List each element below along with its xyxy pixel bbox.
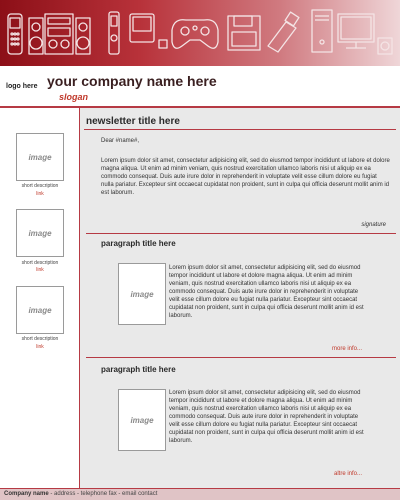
sidebar-link[interactable]: link [36, 344, 44, 350]
newsletter-body: Lorem ipsum dolor sit amet, consectetur adipisicing elit, sed do eiusmod tempor incididunt ut labore et dolore magna aliqua. Ut enim ad minim veniam, quis nostrud exercitation ullamco laboris nisi ut aliquip ex ea commodo consequat. Duis aute irure dolor in reprehenderit in voluptate velit esse cillum dolore eu fugiat nulla pariatur. Excepteur sint occaecat cupidatat non proident, sunt in culpa qui officia deserunt mollit anim id est laborum. [101, 158, 390, 196]
greeting: Dear #name#, [101, 138, 140, 144]
footer-contact-details: - address - telephone fax - email contact [48, 491, 158, 497]
sidebar [0, 108, 80, 488]
more-info-link[interactable]: altre info... [333, 471, 362, 477]
computer-tower-icon [312, 10, 332, 52]
sidebar-link[interactable]: link [36, 267, 44, 273]
mp3-player-icon [109, 12, 119, 54]
divider [86, 233, 396, 234]
more-info-link[interactable]: more info... [331, 346, 362, 352]
paragraph-text: Lorem ipsum dolor sit amet, consectetur adipisicing elit, sed do eiusmod tempor incididunt ut labore et dolore magna aliqua. Ut enim ad minim veniam, quis nostrud exercitation ullamco laboris nisi ut aliquip ex ea commodo consequat. Duis aute irure dolor in reprehenderit in voluptate velit esse cillum dolore eu fugiat nulla pariatur. Excepteur sint occaecat cupidatat non proident, sunt in culpa qui officia deserunt mollit anim id est laborum. [169, 265, 364, 319]
sidebar-description: short description [21, 260, 59, 266]
sidebar-link[interactable]: link [36, 191, 44, 197]
logo-row [0, 66, 400, 108]
company-name: your company name here [47, 73, 217, 89]
header-banner [0, 0, 400, 66]
slogan: slogan [59, 92, 89, 102]
divider [86, 357, 396, 358]
paragraph-title: paragraph title here [101, 365, 176, 374]
speaker-icon [378, 38, 392, 54]
footer [0, 488, 400, 500]
image-label: image [130, 289, 154, 299]
image-label: image [130, 415, 154, 425]
footer-company: Company name [4, 491, 49, 497]
image-label: image [28, 228, 52, 238]
speaker-icon [76, 18, 90, 54]
floppy-disk-icon [228, 16, 260, 50]
stereo-icon [45, 14, 73, 54]
device-icons-strip [0, 0, 400, 66]
paragraph-image-placeholder[interactable] [118, 389, 166, 451]
usb-stick-icon [268, 12, 299, 52]
game-console-icon [130, 14, 167, 48]
monitor-icon [338, 14, 374, 48]
image-label: image [28, 152, 52, 162]
phone-icon [8, 14, 22, 54]
paragraph-image-placeholder[interactable] [118, 263, 166, 325]
paragraph-title: paragraph title here [101, 239, 176, 248]
content-area [0, 108, 400, 488]
sidebar-description: short description [21, 336, 59, 342]
logo[interactable]: logo here [6, 83, 38, 90]
main-content [80, 108, 400, 488]
image-label: image [28, 305, 52, 315]
sidebar-description: short description [21, 183, 59, 189]
signature: signature [361, 222, 386, 228]
sidebar-image-placeholder[interactable] [16, 133, 64, 181]
divider [84, 129, 396, 130]
sidebar-image-placeholder[interactable] [16, 209, 64, 257]
gamepad-icon [172, 20, 218, 49]
paragraph-text: Lorem ipsum dolor sit amet, consectetur adipisicing elit, sed do eiusmod tempor incididunt ut labore et dolore magna aliqua. Ut enim ad minim veniam, quis nostrud exercitation ullamco laboris nisi ut aliquip ex ea commodo consequat. Duis aute irure dolor in reprehenderit in voluptate velit esse cillum dolore eu fugiat nulla pariatur. Excepteur sint occaecat cupidatat non proident, sunt in culpa qui officia deserunt mollit anim id est laborum. [169, 390, 364, 444]
sidebar-image-placeholder[interactable] [16, 286, 64, 334]
speaker-icon [29, 18, 43, 54]
newsletter-title: newsletter title here [86, 116, 180, 127]
